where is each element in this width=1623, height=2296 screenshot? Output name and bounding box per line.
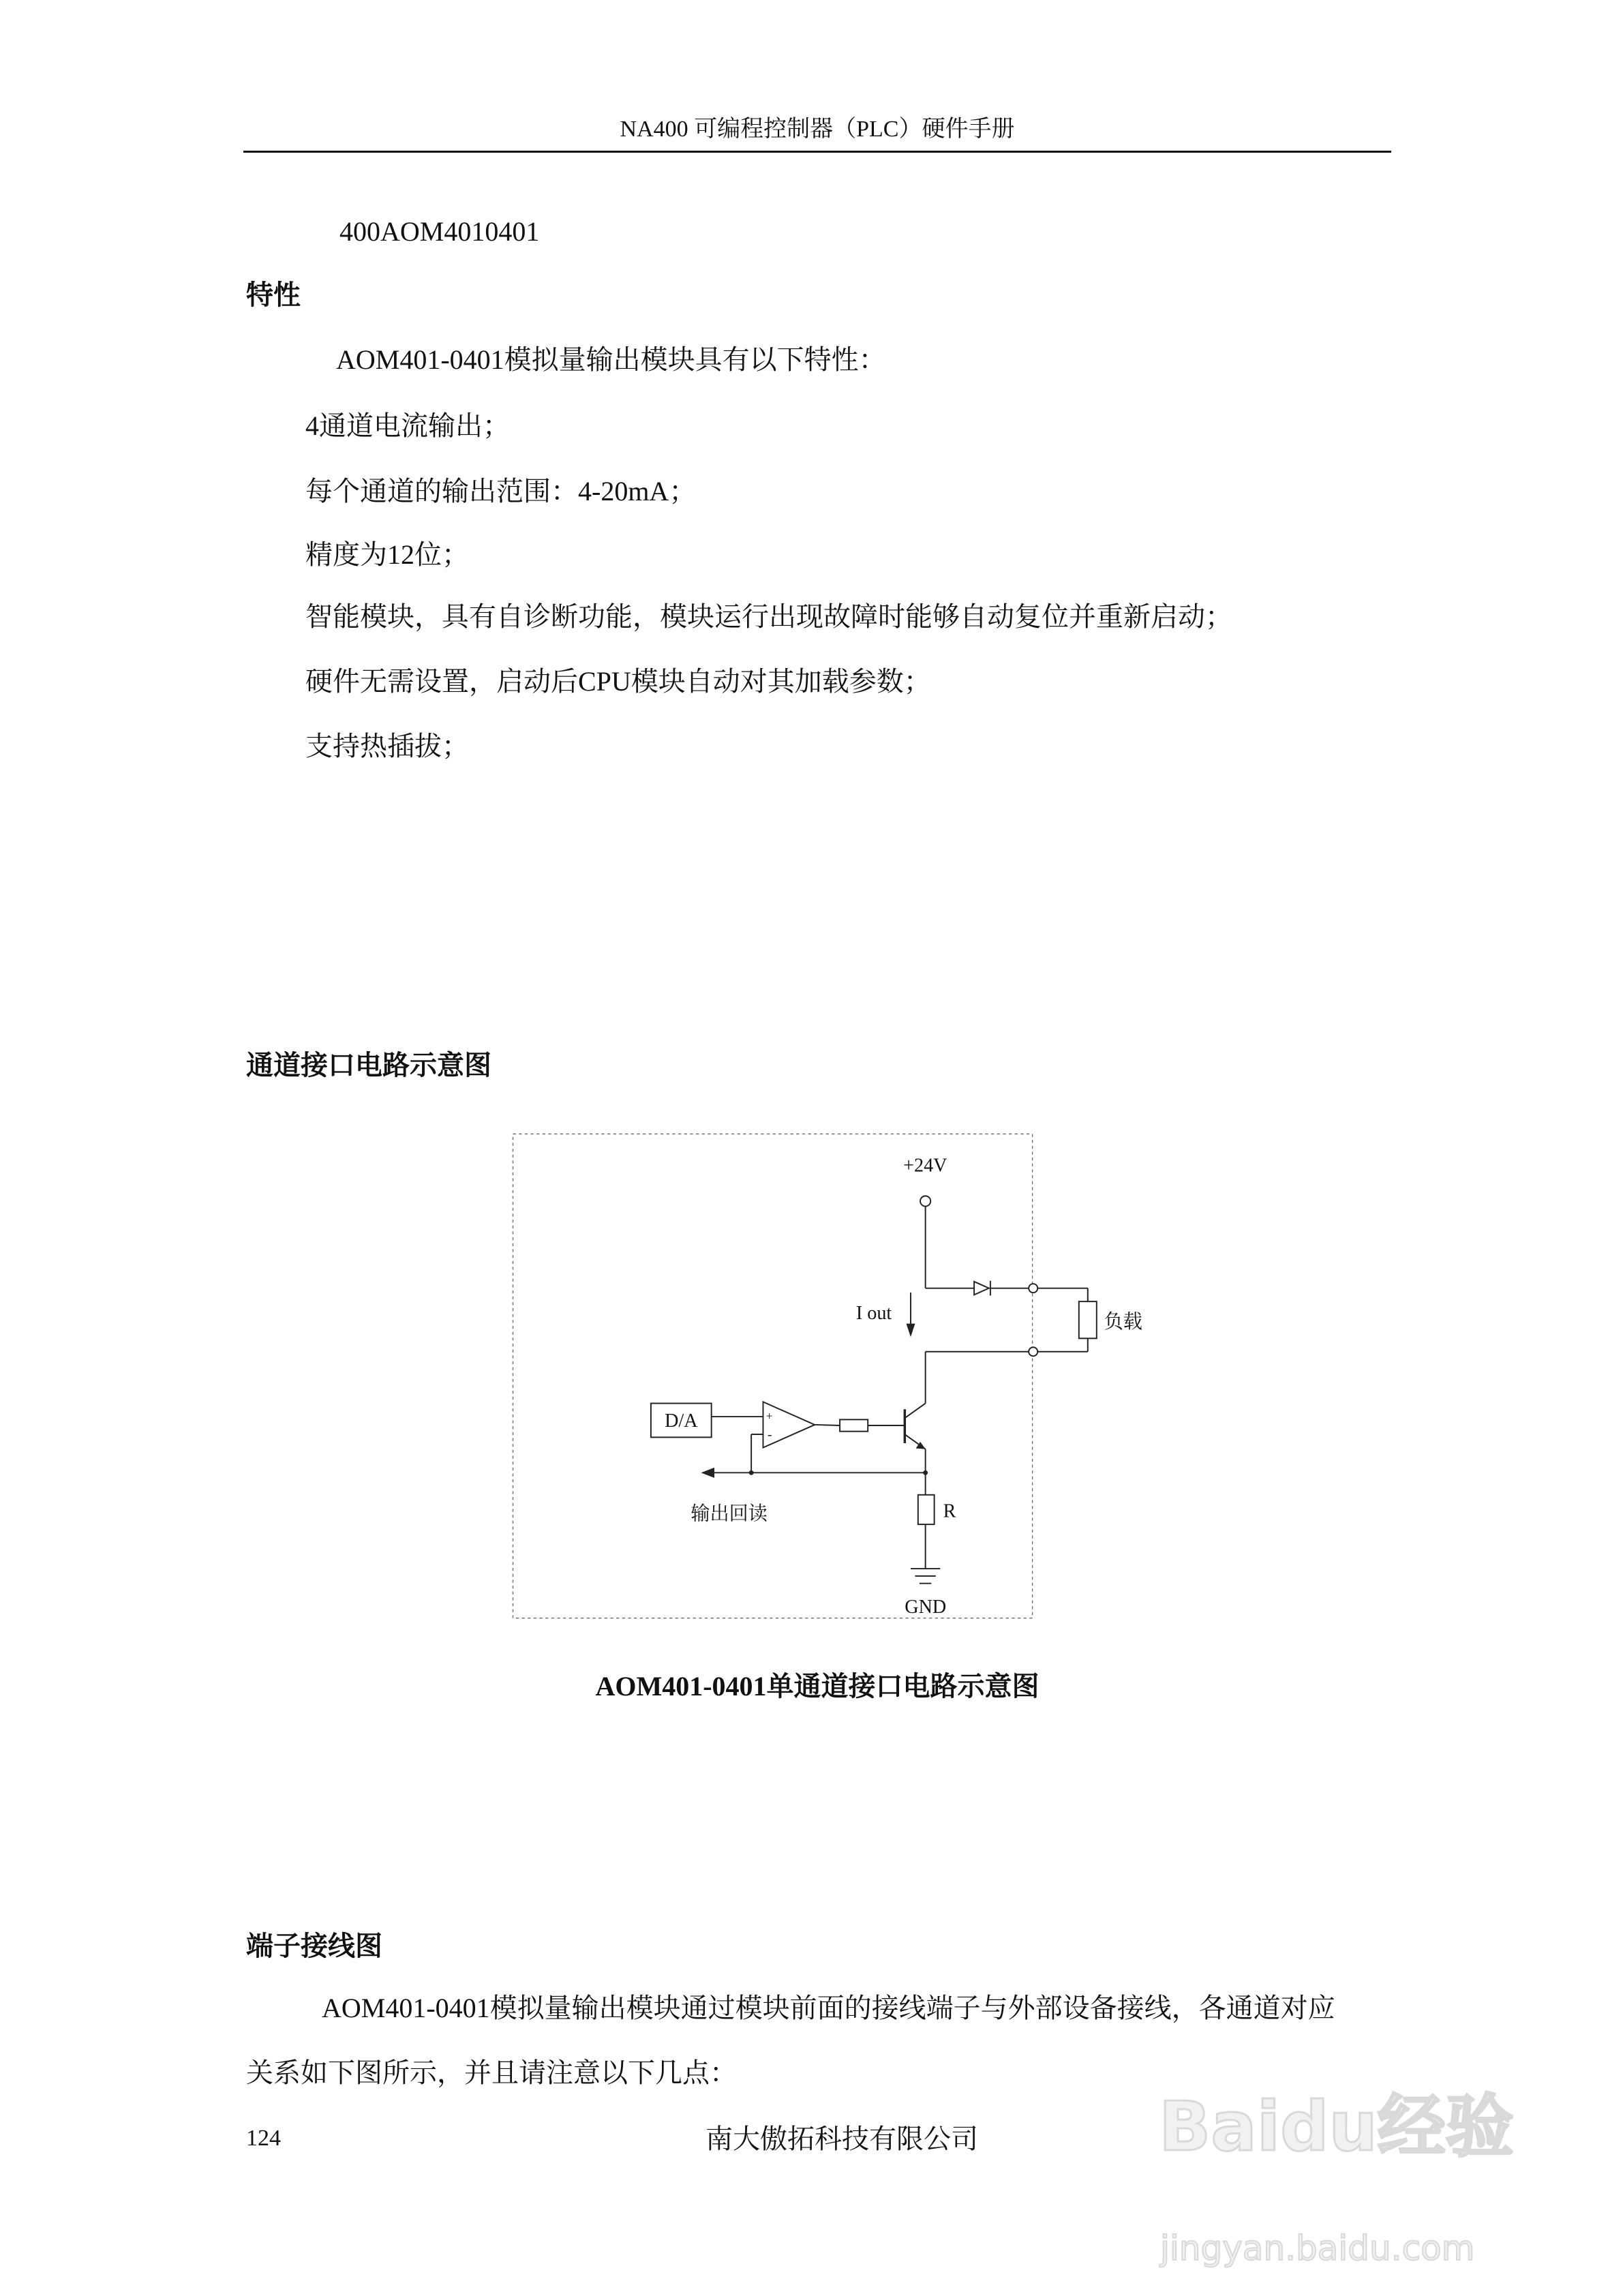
wiring-paragraph-line: AOM401-0401模拟量输出模块通过模块前面的接线端子与外部设备接线，各通道对应 (322, 1993, 1335, 2023)
junction-dot (749, 1470, 754, 1475)
circuit-diagram (509, 1130, 1142, 1622)
supply-label: +24V (903, 1155, 947, 1177)
feature-item: 硬件无需设置，启动后CPU模块自动对其加载参数； (305, 666, 931, 697)
current-arrow (906, 1293, 915, 1337)
op-amp-minus-label: - (767, 1428, 772, 1442)
output-terminal-top (1029, 1284, 1037, 1293)
output-terminal-bottom (1029, 1347, 1037, 1356)
watermark-brand: Baidu (1159, 2087, 1378, 2166)
load-label: 负载 (1104, 1312, 1142, 1333)
transistor (905, 1404, 925, 1449)
resistor-label: R (943, 1500, 956, 1522)
load-resistor (1079, 1301, 1097, 1338)
supply-terminal (920, 1196, 930, 1206)
base-resistor (840, 1419, 868, 1431)
watermark-product: 经验 (1377, 2087, 1514, 2166)
ground-label: GND (905, 1597, 947, 1618)
readback-arrow (701, 1468, 714, 1478)
current-label: I out (855, 1303, 892, 1325)
feature-item: 智能模块，具有自诊断功能，模块运行出现故障时能够自动复位并重新启动； (305, 601, 1232, 632)
watermark-url: jingyan.baidu.com (1160, 2229, 1475, 2268)
feature-item: 支持热插拔； (305, 731, 469, 761)
diode (974, 1281, 990, 1296)
wiring-heading: 端子接线图 (246, 1931, 382, 1961)
feature-item: 精度为12位； (305, 539, 469, 570)
circuit-heading: 通道接口电路示意图 (246, 1050, 491, 1081)
features-intro: AOM401-0401模拟量输出模块具有以下特性： (336, 344, 886, 375)
ground-symbol (911, 1569, 940, 1584)
readback-label: 输出回读 (691, 1503, 768, 1525)
figure-caption: AOM401-0401单通道接口电路示意图 (595, 1671, 1040, 1702)
feature-item: 每个通道的输出范围：4-20mA； (305, 476, 697, 507)
sense-resistor (918, 1495, 935, 1524)
footer-company: 南大傲拓科技有限公司 (706, 2124, 978, 2154)
module-id: 400AOM4010401 (339, 216, 540, 247)
features-heading: 特性 (246, 280, 301, 310)
op-amp-plus-label: + (765, 1409, 773, 1423)
header-rule (243, 151, 1391, 153)
running-header: NA400 可编程控制器（PLC）硬件手册 (620, 117, 1015, 142)
wiring-paragraph-line: 关系如下图所示，并且请注意以下几点： (246, 2057, 737, 2088)
dac-label: D/A (665, 1410, 698, 1432)
module-boundary (513, 1134, 1032, 1618)
feature-item: 4通道电流输出； (305, 410, 510, 441)
watermark-logo (1159, 2086, 1514, 2168)
page-number: 124 (246, 2126, 281, 2151)
